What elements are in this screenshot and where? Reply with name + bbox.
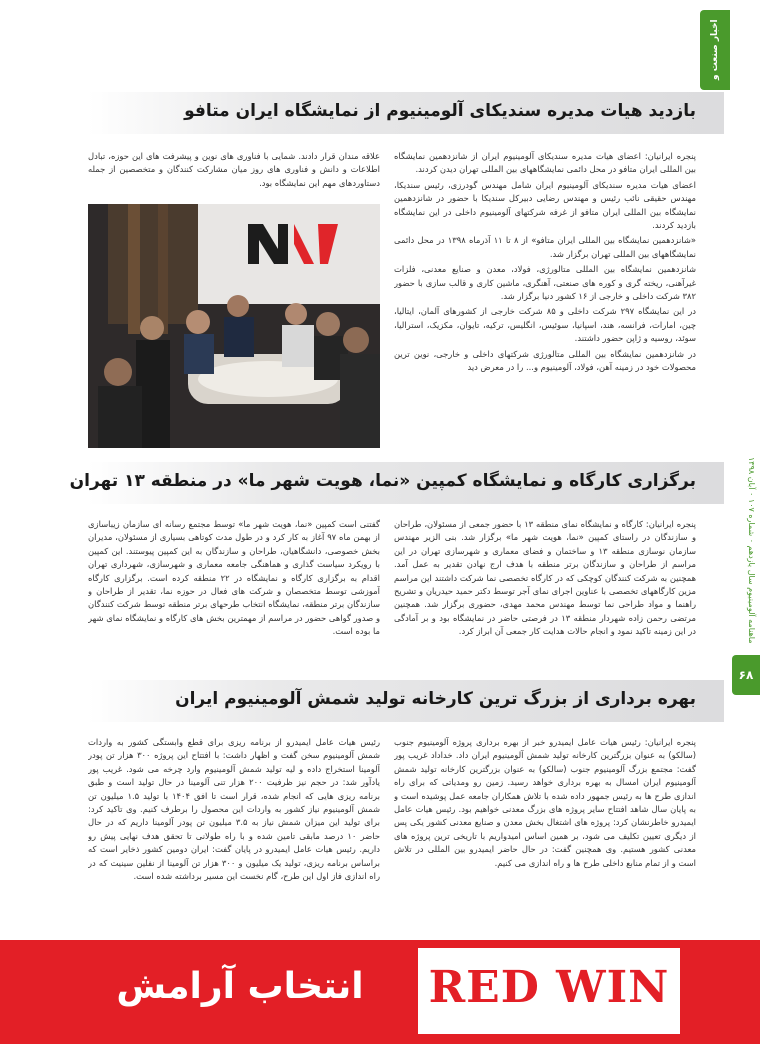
article1-header <box>88 92 712 134</box>
article1-right-column <box>394 150 696 440</box>
article2-left-paragraph: گفتنی است کمپین «نما، هویت شهر ما» توسط مجتمع رسانه ای سازمان زیباسازی از بهمن ماه ۹۷ آغاز به کار کرد و در طول مدت کوتاهی بسیاری از مسئولان، مدیران بخش خصوصی، دانشگاهیان، طراحان و سازندگان به این کمپین پیوستند. این کمپین با رویکرد سیاست گذاری و هماهنگی جامعه معماری و شهرسازی، شهرداری تهران اقدام به برگزاری کارگاه و نمایشگاه در ۲۲ منطقه کرده است. برگزاری کارگاه آموزشی توسط متخصصان و شرکت های فعال در حوزه نما، تقدیر از طراحان و سازندگان برتر منطقه، نمایشگاه انتخاب طرحهای برتر منطقه توسط شرکت کنندگان و صدور گواهی حضور در مراسم از مهمترین بخش های کارگاه و نمایشگاه نمای شهر ما بوده است. <box>88 519 380 637</box>
article2-title: برگزاری کارگاه و نمایشگاه کمپین «نما، هویت شهر ما» در منطقه ۱۳ تهران <box>69 471 696 491</box>
article2-header <box>69 462 712 504</box>
article1-paragraph: پنجره ایرانیان: اعضای هیات مدیره سندیکای آلومینیوم ایران از شانزدهمین نمایشگاه بین المللی ایران متافو در محل دائمی نمایشگاههای بین المللی تهران دیدن کردند. <box>394 151 696 175</box>
article1-paragraph: اعضای هیات مدیره سندیکای آلومینیوم ایران شامل مهندس گودرزی، رئیس سندیکا، مهندس حقیقی نائب رئیس و مهندس رضایی دبیرکل سندیکا با حضور در شانزدهمین نمایشگاه بین المللی ایران متافو از غرفه شرکتهای آلومینیوم داخلی در این نمایشگاه بازدید کردند. <box>394 179 696 231</box>
article1-left-paragraph: علاقه مندان قرار دادند. شمایی با فناوری های نوین و پیشرفت های این حوزه، تبادل اطلاعات و دانش و فناوری های روز میان مشارکت کنندگان و متخصصین از جمله دستاوردهای مهم این نمایشگاه بود. <box>88 151 380 188</box>
article2-left-column <box>88 518 380 638</box>
page-number: ۶۸ <box>732 655 760 695</box>
article3-header <box>88 680 712 722</box>
article2-right-column <box>394 518 696 638</box>
article1-paragraph: «شانزدهمین نمایشگاه بین المللی ایران متافو» از ۸ تا ۱۱ آذرماه ۱۳۹۸ در محل دائمی نمایشگاههای بین المللی تهران برگزار شد. <box>394 235 696 259</box>
redwin-ad-banner[interactable] <box>0 940 760 1044</box>
redwin-logo-box <box>418 948 680 1034</box>
ad-slogan: انتخاب آرامش <box>116 966 364 1007</box>
article2-right-paragraph: پنجره ایرانیان: کارگاه و نمایشگاه نمای منطقه ۱۳ با حضور جمعی از مسئولان، طراحان و سازندگان در راستای کمپین «نما، هویت شهر ما» برگزار شد. بنی الزیر مهندس سازمان نوسازی منطقه ۱۳ و ساختمان و فضای معماری و شهرسازی تهران در این مراسم از طراحان و سازندگان برتر منطقه با هدف ارج نهادن تقدیر به عمل آمد. همچنین به شرکت کنندگان کوچکی که در کارگاه تخصصی نما شرکت داشتند این مراسم مزین کارگاههای تخصصی با عناوین اجرای نمای آجر توسط دکتر حمید حیدریان و تشریح راهنما و مواد طراحی نما توسط مهندس محمد مهدی، حضوری برگزار شد. همچنین مرتضی رحمن زاده شهردار منطقه ۱۳ در فرصتی حاضر در نمایشگاه بود و بر آمادگی در این زمینه تاکید نمود و انجام حالات هدایت کار جمعی آن ابراز کرد. <box>394 519 696 637</box>
article3-left-column <box>88 736 380 926</box>
redwin-logo: RED WIN <box>428 962 670 1013</box>
article1-paragraph: در شانزدهمین نمایشگاه بین المللی متالورژی شرکتهای داخلی و خارجی، نوین ترین محصولات خود در زمینه آهن، فولاد، آلومینیوم و... را در معرض دید <box>394 348 696 373</box>
magazine-issue-info: ماهنامه آلومینیوم سال یازدهم ۰ شماره ۱۰۷ ۰ آبان ۱۳۹۸ <box>747 456 756 644</box>
article3-title: بهره برداری از بزرگ ترین کارخانه تولید شمش آلومینیوم ایران <box>175 689 696 709</box>
exhibition-photo <box>88 204 380 448</box>
article1-paragraph: شانزدهمین نمایشگاه بین المللی متالورژی، فولاد، معدن و صنایع معدنی، فلزات غیرآهنی، ریخته گری و کوره های صنعتی، آهنگری، ماشین کاری و قالب سازی با حضور ۳۸۲ شرکت داخلی و خارجی از ۱۶ کشور دنیا برگزار شد. <box>394 264 696 302</box>
article3-right-paragraph: پنجره ایرانیان: رئیس هیات عامل ایمیدرو خبر از بهره برداری پروژه آلومینیوم جنوب (سالکو) به عنوان بزرگترین کارخانه تولید شمش آلومینیوم ایران داد. خداداد غریب پور گفت: مجتمع بزرگ آلومینیوم جنوب (سالکو) به عنوان بزرگترین کارخانه تولید شمش آلومینیوم ایران امسال به بهره برداری خواهد رسید. زمین رو ومدیاتی که برای راه اندازی طرح ها به رئیس جمهور داده شده با تلاش همکاران جامعه عمل پوشیده است و به پایان سال شاهد افتتاح سایر پروژه های بزرگ معدنی خواهیم بود. رئیس هیات عامل ایمیدرو خاطرنشان کرد: پروژه های اشتغال بخش معدن و صنایع معدنی کشور یکی پس از دیگری تعیین تکلیف می شود، بر همین اساس امیدواریم با تاریخی ترین پروژه های معدنی کشور هستیم. وی همچنین گفت: در حال حاضر ایمیدرو بین المللی در تلاش است و از تمام منابع داخلی طرح ها و راه اندازی می کنیم. <box>394 737 696 868</box>
article3-right-column <box>394 736 696 926</box>
section-tab-label: اخبار صنعت و بازار <box>710 19 750 81</box>
exhibition-photo-illustration <box>88 204 380 448</box>
article3-left-paragraph: رئیس هیات عامل ایمیدرو از برنامه ریزی برای قطع وابستگی کشور به واردات شمش آلومینیوم سخن گفت و اظهار داشت: با افتتاح این پروژه ۳۰۰ هزار تن پودر آلومینا استخراج داده و لیه تولید شمش آلومینیوم وارد چرخه می شود. غریب پور یادآور شد: در حجم نیز ظرفیت ۲۰۰ هزار تنی آلومینا در حال تولید است و طبق برنامه ریزی هایی که انجام شده، قرار است تا افق ۱۴۰۴ با تولید ۱.۵ میلیون تن شمش آلومینیوم نیاز کشور به واردات این محصول را برطرف کنیم. وی تاکید کرد: برای تولید این میزان شمش نیاز به ۳.۵ میلیون تن پودر آلومینا داریم که در حال حاضر ۱۰ درصد مابقی تامین شده و با راه طولانی تا تحقق هدف نهایی پیش رو داریم. رئیس هیات عامل ایمیدرو در پایان گفت: ایران دومین کشور ذخایر است که براساس برنامه ریزی، تولید یک میلیون و ۳۰۰ هزار تن آلومینا از نفلین سینیت که در راه اندازی فاز اول این طرح، گام نخست این مسیر برداشته شده است. <box>88 737 380 882</box>
section-tab <box>700 10 750 90</box>
article1-paragraph: در این نمایشگاه ۲۹۷ شرکت داخلی و ۸۵ شرکت خارجی از کشورهای آلمان، ایتالیا، چین، امارات، فرانسه، هند، اسپانیا، سوئیس، انگلیس، ترکیه، تایوان، مکزیک، استرالیا، سوئد، روسیه و ژاپن حضور داشتند. <box>394 306 696 344</box>
article1-left-column <box>88 150 380 196</box>
article1-title: بازدید هیات مدیره سندیکای آلومینیوم از نمایشگاه ایران متافو <box>184 101 696 121</box>
